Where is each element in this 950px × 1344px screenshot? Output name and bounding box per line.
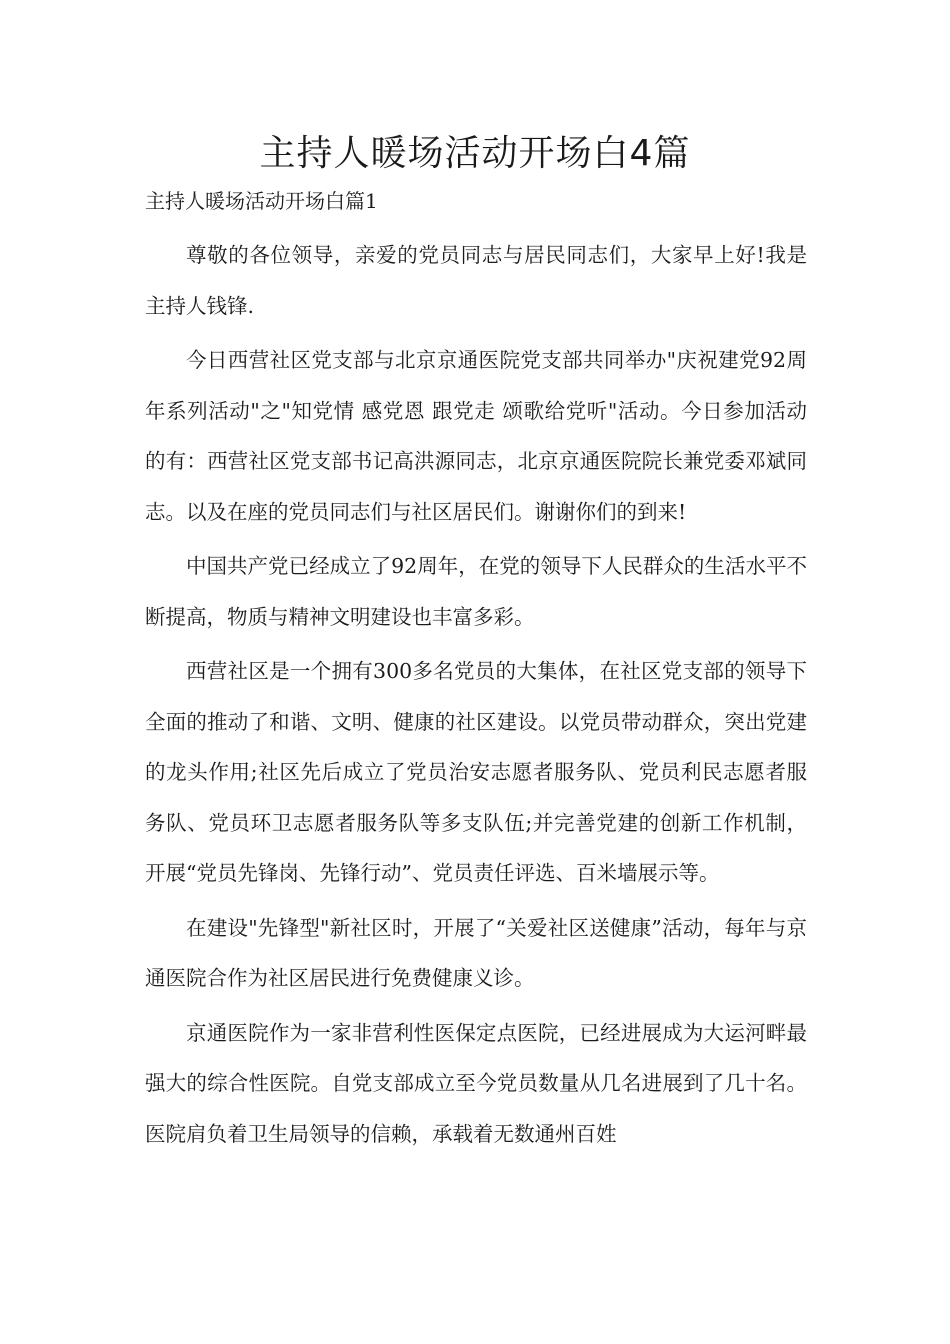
paragraph-greeting: 尊敬的各位领导，亲爱的党员同志与居民同志们，大家早上好!我是主持人钱锋. [145, 243, 807, 318]
document-body [145, 230, 807, 1163]
paragraph-event-intro: 今日西营社区党支部与北京京通医院党支部共同举办"庆祝建党92周年系列活动"之"知党情 感党恩 跟党走 颂歌给党听"活动。今日参加活动的有：西营社区党支部书记高洪源同志，北京京通医院院长兼党委邓斌同志。以及在座的党员同志们与社区居民们。谢谢你们的到来! [145, 348, 807, 524]
paragraph-community: 西营社区是一个拥有300多名党员的大集体，在社区党支部的领导下全面的推动了和谐、文明、健康的社区建设。以党员带动群众，突出党建的龙头作用;社区先后成立了党员治安志愿者服务队、党员利民志愿者服务队、党员环卫志愿者服务队等多支队伍;并完善党建的创新工作机制，开展“党员先锋岗、先锋行动”、党员责任评选、百米墙展示等。 [145, 659, 807, 885]
document-title: 主持人暖场活动开场白4篇 [259, 133, 691, 174]
section-subtitle: 主持人暖场活动开场白篇1 [145, 189, 378, 213]
paragraph-hospital: 京通医院作为一家非营利性医保定点医院，已经进展成为大运河畔最强大的综合性医院。自党支部成立至今党员数量从几名进展到了几十名。医院肩负着卫生局领导的信赖，承载着无数通州百姓 [145, 1020, 807, 1146]
paragraph-party-anniversary: 中国共产党已经成立了92周年，在党的领导下人民群众的生活水平不断提高，物质与精神文明建设也丰富多彩。 [145, 554, 807, 629]
paragraph-health-activity: 在建设"先锋型"新社区时，开展了“关爱社区送健康”活动，每年与京通医院合作为社区居民进行免费健康义诊。 [145, 915, 807, 990]
